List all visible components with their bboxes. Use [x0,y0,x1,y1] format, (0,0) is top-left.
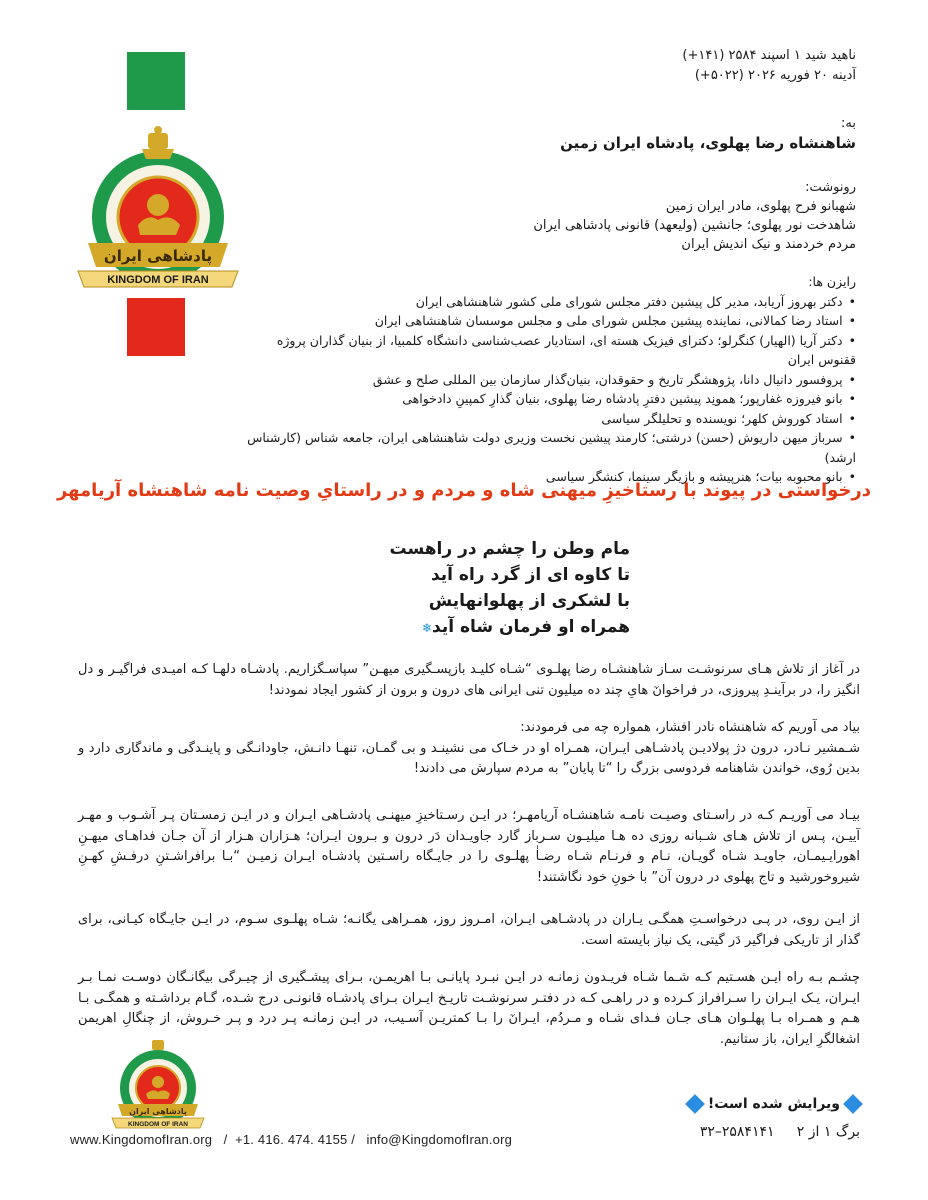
kingdom-emblem-logo [68,125,248,295]
cc-item: شاهدخت نور پهلوی؛ جانشین (ولیعهد) قانونی پادشاهی ایران [533,218,856,233]
advisor-item: • پروفسور دانیال دانا، پژوهشگر تاریخ و حقوقدان، بنیان‌گذار سازمان بین المللی صلح و عشق [236,370,856,390]
poem-line: مام وطن را چشم در راهست [389,539,630,559]
advisors-list [236,292,856,487]
diamond-icon [843,1094,863,1114]
poem [300,536,630,641]
body-paragraph-2: بیاد می آوریم که شاهنشاه نادر افشار، همواره چه می فرمودند: شـمشیر نـادر، درون دژ پولادیـن پادشـاهی ایـران، همـراه او در خـاک می نشینـد و بی گمـان، تنهـا دانـش، جاودانـگی و پاینـدگی و ماندگاری دارد و بدین رُوی، خواندن شاهنامه فردوسی بزرگ را “تا پایان” به مردم سپارش می دادند! [78,720,860,776]
emblem-banner-text: پادشاهی ایران [103,247,213,265]
body-paragraph-1: در آغاز از تلاش هـای سرنوشـت سـاز شاهنشـاه رضا پهلـوی “شـاه کلیـد بازپسـگیری میهـن” سپاسـگزاریم. پادشـاه دلهـا کـه امیـدی فراگیـر و دل انگیز را، در برآینـدِ پیروزی، در فراخوانٓ هایِ چند ده میلیون تنی ایرانی های درون و برون از کشور ایجاد نمودند! [78,662,860,698]
to-label: به: [841,116,856,131]
body-paragraph-5: چشـم بـه راه ایـن هسـتیم کـه شـما شـاه فریـدون زمانـه در ایـن نبـرد پایانـی بـا اهریمـن، بـرای پیشـگیری از چیـرگی بیگانـگان دوسـت نمـا بـر ایـران، یـک ایـران را سـرافراز کـرده و در راهـی کـه در دفتـر سرنوشـت تاریـخ ایـران بـرای پادشـاه قانونـی درج شـده، گـام برداشـته و همگـی بـا هـم و همـراه بـا پهلـوان هـای جـان فـدای شـاه و مـردُم، ایـرانٓ را بـا کمتریـن آسـیب، در ایـن زمانـه پـر درد و پـر خـروش، از چنگالِ اهریمن اشغالگرِ ایران، باز ستانیم. [78,970,860,1047]
date-line-2: آدینه ۲۰ فوریه ۲۰۲۶ (۵۰۲۲+) [694,68,856,83]
cc-item: مردم خردمند و نیک اندیش ایران [681,237,856,252]
recipient-name: شاهنشاه رضا پهلوی، پادشاه ایران زمین [560,134,856,152]
advisor-item: • دکتر بهروز آریابد، مدیر کل پیشین دفتر مجلس شورای ملی کشور شاهنشاهی ایران [236,292,856,312]
advisors-block [236,272,856,487]
emblem-small-ribbon-text: KINGDOM OF IRAN [128,1121,188,1128]
red-flag-square [127,298,185,356]
cc-block [296,178,856,254]
advisors-label: رایزن ها: [808,274,856,289]
green-flag-square [127,52,185,110]
snowflake-icon: ❄ [421,621,433,635]
emblem-small-banner-text: پادشاهی ایران [129,1107,187,1116]
letter-headline: درخواستی در پیوند با رستاخیزِ میهنی شاه و مردم و در راستایِ وصیت نامه شاهنشاه آریامهر [56,480,872,501]
advisor-item: • استاد رضا کمالانی، نماینده پیشین مجلس شورای ملی و مجلس موسسان شاهنشاهی ایران [236,311,856,331]
body-paragraph-3: بیـاد می آوریـم کـه در راسـتای وصیـت نامـه شاهنشـاه آریامهـر؛ در ایـن رسـتاخیزِ میهنـی پادشـاهی ایـران و در ایـن زمسـتان پـر آشـوب و مهـر آییـن، پـس از تلاش هـای شـبانه روزی ده هـا میلیـون سـرباز گارد جاویـدان دَر درون و بـرون ایـران؛ هـزاران هـزار از آن جـان فداهـای میهـنِ اهورایـیمـان، جاویـد شـاه گویـان، نـام و فرنـام شـاه رضـاٰ پهلـوی را در جایـگاه راسـتین پادشـاه ایـران زمیـن “بـا برافراشـتنِ درفـشِ کهـنِ شیروخورشید و تاج پهلوی در درون آن” با خونِ خود نگاشتند! [78,808,860,885]
poem-line: با لشکری از پهلوانهایش [428,591,630,611]
date-block [376,46,856,86]
edited-note [688,1096,860,1112]
diamond-icon [685,1094,705,1114]
poem-line: تا کاوه ای از گرد راه آید [430,565,630,585]
cc-label: رونوشت: [805,180,856,195]
advisor-item: • سرباز میهن داریوش (حسن) درشتی؛ کارمند پیشین نخست وزیری دولت شاهنشاهی ایران، جامعه شناس (کارشناس ارشد) [236,428,856,467]
body-paragraph-4: از ایـن روی، در پـی درخواسـتِ همگـی یـاران در پادشـاهی ایـران، امـروز روز، همـراهی یگانـه؛ شـاه پهلـوی سـوم، در ایـن جایـگاه کیـانی، برای گذار از تاریکی فراگیر دَر گیتی، یک نیاز بایسته است. [78,912,860,948]
advisor-item: • استاد کوروش کلهر؛ نویسنده و تحلیلگر سیاسی [236,409,856,429]
footer-contact: www.KingdomofIran.org / +1. 416. 474. 4155 / info@KingdomofIran.org [70,1132,513,1147]
document-code: ۲۵۸۴۱۴۱–۳۲ [699,1124,775,1140]
poem-line: همراه او فرمان شاه آید❄ [421,617,630,637]
emblem-ribbon-text: KINGDOM OF IRAN [107,274,209,286]
date-line-1: ناهید شید ۱ اسپند ۲۵۸۴ (۱۴۱+) [682,48,856,63]
advisor-item: • بانو محبوبه بیات؛ هنرپیشه و بازیگر سینما، کنشگر سیاسی [236,467,856,487]
advisor-item: • بانو فیروزه غفارپور؛ همونِد پیشین دفترِ پادشاه رضا پهلوی، بنیان گذارِ کمپینِ دادخواهی [236,389,856,409]
kingdom-emblem-small-logo [108,1036,208,1132]
edited-text: ویرایش شده است! [707,1096,840,1112]
cc-item: شهبانو فرح پهلوی، مادر ایران زمین [665,199,856,214]
page-indicator [700,1124,860,1140]
page-number: برگ ۱ از ۲ [796,1124,860,1140]
advisor-item: • دکتر آریا (الهیار) کنگرلو؛ دکترای فیزیک هسته ای، استادیار عصب‌شناسی دانشگاه کلمبیا، از بنیان گذاران پروژه ققنوس ایران [236,331,856,370]
